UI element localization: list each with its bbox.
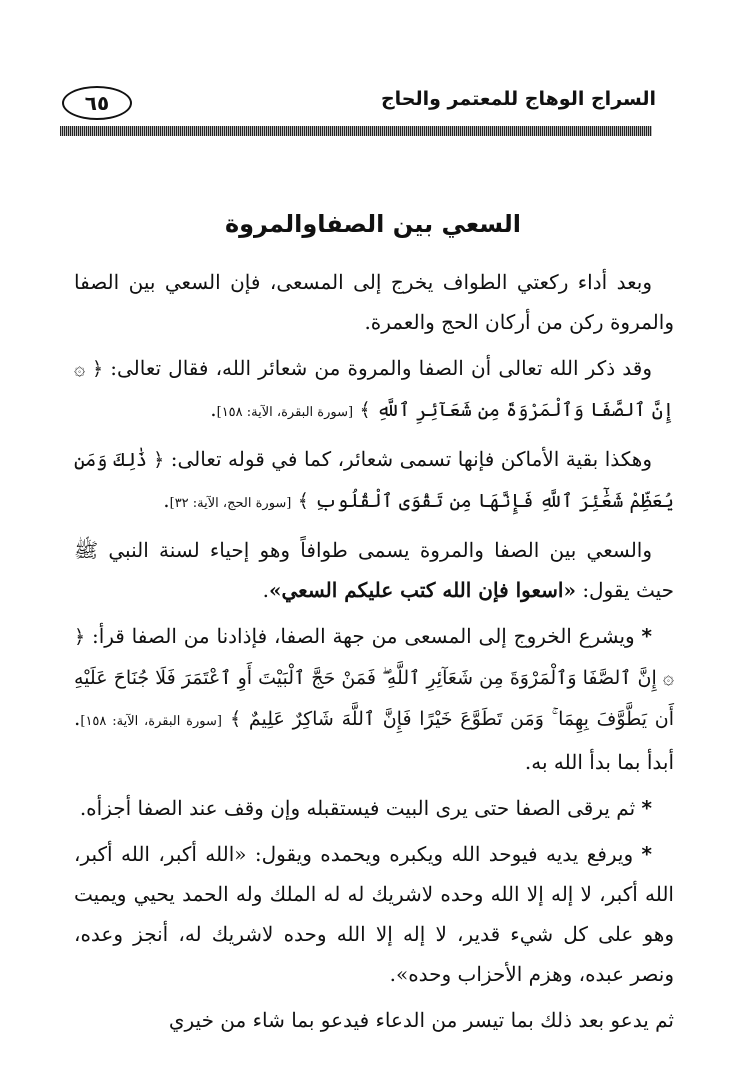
paragraph-text: . أبدأ بما بدأ الله به. xyxy=(74,706,674,774)
quran-verse: ﴿ ۞ إِنَّ ٱلصَّفَا وَٱلْمَرْوَةَ مِن شَعَآئِرِ ٱللَّهِ ۖ فَمَنْ حَجَّ ٱلْبَيْتَ أَوِ ٱعْتَمَرَ فَلَا جُنَاحَ عَلَيْهِ أَن يَطَّوَّفَ بِهِمَا ۚ وَمَن تَطَوَّعَ خَيْرًا فَإِنَّ ٱللَّهَ شَاكِرٌ عَلِيمٌ ﴾ xyxy=(74,626,674,730)
paragraph xyxy=(74,348,674,433)
paragraph xyxy=(74,439,674,524)
paragraph-text: وقد ذكر الله تعالى أن الصفا والمروة من شعائر الله، فقال تعالى: xyxy=(110,356,652,380)
body-text xyxy=(74,262,674,1046)
paragraph xyxy=(74,1000,674,1040)
verse-citation: [سورة البقرة، الآية: ١٥٨] xyxy=(80,714,222,729)
section-heading: السعي بين الصفاوالمروة xyxy=(224,210,522,238)
hadith-quote: «اسعوا فإن الله كتب عليكم السعي» xyxy=(269,578,576,602)
asterisk-icon: * xyxy=(641,624,652,648)
verse-citation: [سورة الحج، الآية: ٣٢] xyxy=(169,496,292,511)
paragraph-text: ثم يرقى الصفا حتى يرى البيت فيستقبله وإن وقف عند الصفا أجزأه. xyxy=(79,796,636,820)
paragraph xyxy=(74,834,674,994)
quran-verse: ﴿ ۞ إِنَّ ٱلصَّفَا وَٱلْمَرْوَةَ مِن شَعَآئِرِ ٱللَّهِ ﴾ xyxy=(74,358,674,421)
header-rule xyxy=(60,126,652,136)
page-number: ٦٥ xyxy=(84,91,110,115)
quran-verse: ﴿ ذَٰلِكَ وَمَن يُعَظِّمْ شَعَٰٓئِرَ ٱللَّهِ فَإِنَّهَا مِن تَقْوَى ٱلْقُلُوبِ ﴾ xyxy=(74,449,674,512)
paragraph xyxy=(74,788,674,828)
paragraph-text: ويشرع الخروج إلى المسعى من جهة الصفا، فإذادنا من الصفا قرأ: xyxy=(91,624,635,648)
page-number-badge xyxy=(62,86,132,120)
asterisk-icon: * xyxy=(641,796,652,820)
punctuation: . xyxy=(163,488,170,512)
verse-citation: [سورة البقرة، الآية: ١٥٨] xyxy=(216,405,354,420)
book-title: السراج الوهاج للمعتمر والحاج xyxy=(380,88,656,110)
paragraph-text: ويرفع يديه فيوحد الله ويكبره ويحمده ويقول: «الله أكبر، الله أكبر، الله أكبر، لا إله إلا الله وحده لاشريك له له الملك وله الحمد يحيي ويميت وهو على كل شيء قدير، لا إله إلا الله وحده لاشريك له، أنجز وعده، ونصر عبده، وهزم الأحزاب وحده». xyxy=(74,842,674,986)
paragraph-text: ثم يدعو بعد ذلك بما تيسر من الدعاء فيدعو بما شاء من خيري xyxy=(168,1008,674,1032)
paragraph-text: وهكذا بقية الأماكن فإنها تسمى شعائر، كما في قوله تعالى: xyxy=(170,447,652,471)
paragraph xyxy=(74,262,674,342)
paragraph-text: وبعد أداء ركعتي الطواف يخرج إلى المسعى، فإن السعي بين الصفا والمروة ركن من أركان الحج والعمرة. xyxy=(74,270,674,334)
paragraph xyxy=(74,530,674,610)
paragraph-text: والسعي بين الصفا والمروة يسمى طوافاً وهو إحياء لسنة النبي ﷺ حيث يقول: xyxy=(74,538,674,602)
asterisk-icon: * xyxy=(641,842,653,866)
punctuation: . xyxy=(262,578,269,602)
punctuation: . xyxy=(210,397,217,421)
running-header xyxy=(58,84,658,126)
paragraph xyxy=(74,616,674,782)
